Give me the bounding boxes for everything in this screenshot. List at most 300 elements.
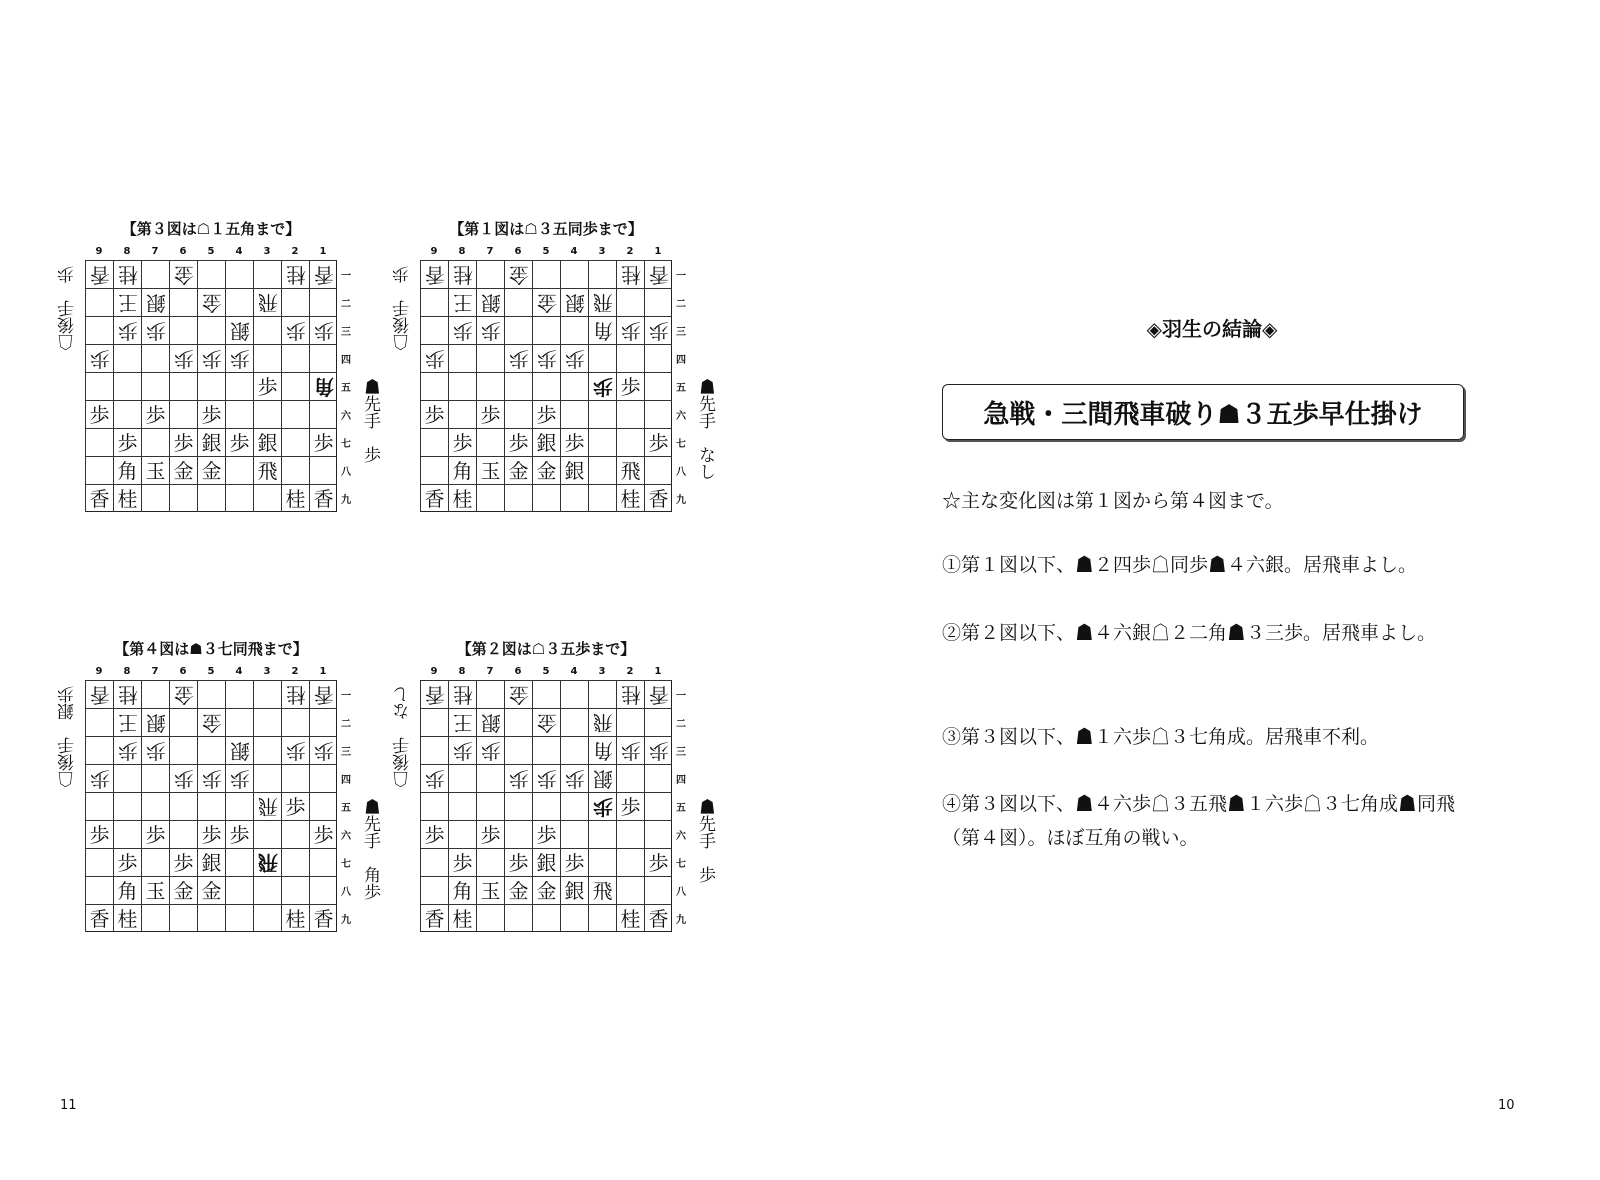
board-square [476, 316, 504, 344]
shogi-piece: 歩 [145, 822, 166, 847]
board-square [253, 680, 281, 708]
board-square [141, 736, 169, 764]
board-square [588, 708, 616, 736]
board-square [560, 848, 588, 876]
shogi-piece: 角 [452, 458, 473, 483]
shogi-piece: 歩 [620, 794, 641, 819]
shogi-piece: 銀 [480, 290, 501, 315]
file-label: 9 [430, 666, 438, 677]
board-square [225, 288, 253, 316]
board-square [644, 288, 672, 316]
board-square [448, 344, 476, 372]
board-square [588, 820, 616, 848]
board-square [281, 344, 309, 372]
shogi-piece: 桂 [452, 906, 473, 931]
board-square [141, 372, 169, 400]
board-square [141, 764, 169, 792]
board-square [420, 316, 448, 344]
board-square [420, 344, 448, 372]
shogi-piece: 角 [117, 458, 138, 483]
board-square [616, 876, 644, 904]
board-square [616, 848, 644, 876]
board-square [309, 708, 337, 736]
board-square [644, 456, 672, 484]
shogi-piece: 歩 [145, 738, 166, 763]
shogi-piece: 歩 [229, 766, 250, 791]
board-square [504, 680, 532, 708]
board-square [476, 260, 504, 288]
shogi-piece: 歩 [424, 822, 445, 847]
file-label: 1 [319, 666, 327, 677]
rank-label: 七 [341, 858, 351, 870]
rank-label: 五 [676, 802, 686, 814]
board-square [448, 820, 476, 848]
board-square [281, 820, 309, 848]
shogi-piece: 歩 [536, 346, 557, 371]
board-square [560, 764, 588, 792]
rank-label: 四 [676, 354, 686, 366]
board-square [113, 792, 141, 820]
board-square [85, 484, 113, 512]
board-square [169, 904, 197, 932]
board-square [420, 288, 448, 316]
board-square [616, 820, 644, 848]
board-square [85, 288, 113, 316]
board-square [420, 400, 448, 428]
board-square [281, 428, 309, 456]
rank-label: 七 [676, 858, 686, 870]
board-square [560, 316, 588, 344]
board-square [169, 288, 197, 316]
page-number-right: 10 [1498, 1098, 1515, 1113]
file-label: 5 [542, 246, 550, 257]
shogi-piece: 歩 [424, 766, 445, 791]
rank-label: 三 [341, 746, 351, 758]
shogi-piece: 桂 [285, 906, 306, 931]
board-square [253, 456, 281, 484]
board-square [253, 428, 281, 456]
board-square [532, 428, 560, 456]
shogi-piece: 歩 [117, 430, 138, 455]
rank-label: 一 [341, 690, 351, 702]
shogi-piece: 桂 [117, 682, 138, 707]
shogi-piece: 歩 [313, 430, 334, 455]
board-square [197, 316, 225, 344]
shogi-piece: 香 [648, 682, 669, 707]
board-square [225, 708, 253, 736]
board-square [588, 372, 616, 400]
board-square [616, 400, 644, 428]
file-labels [420, 246, 672, 260]
rank-labels [674, 680, 688, 932]
board-square [309, 344, 337, 372]
shogi-piece: 香 [648, 262, 669, 287]
board-square [253, 904, 281, 932]
board-square [281, 708, 309, 736]
board-square [616, 708, 644, 736]
board-square [225, 820, 253, 848]
shogi-piece: 桂 [285, 682, 306, 707]
shogi-piece: 香 [89, 682, 110, 707]
board-square [644, 876, 672, 904]
shogi-piece: 飛 [257, 290, 278, 315]
shogi-piece: 金 [201, 878, 222, 903]
shogi-piece: 王 [117, 290, 138, 315]
shogi-piece: 銀 [536, 430, 557, 455]
file-label: 7 [486, 246, 494, 257]
shogi-piece: 歩 [620, 738, 641, 763]
board-square [532, 708, 560, 736]
board-square [309, 484, 337, 512]
shogi-piece: 金 [173, 878, 194, 903]
board-square [560, 792, 588, 820]
board-square [253, 316, 281, 344]
board-square [560, 820, 588, 848]
shogi-piece: 歩 [313, 318, 334, 343]
shogi-piece: 金 [536, 878, 557, 903]
board-square [504, 400, 532, 428]
board-square [141, 708, 169, 736]
shogi-piece: 桂 [620, 486, 641, 511]
board-square [169, 708, 197, 736]
file-labels [85, 666, 337, 680]
rank-labels [674, 260, 688, 512]
shogi-piece: 金 [508, 682, 529, 707]
board-square [281, 680, 309, 708]
file-label: 3 [598, 666, 606, 677]
file-label: 4 [570, 666, 578, 677]
board-square [476, 288, 504, 316]
board-square [225, 736, 253, 764]
shogi-piece: 歩 [89, 766, 110, 791]
rank-label: 八 [341, 466, 351, 478]
file-label: 8 [458, 666, 466, 677]
board-square [309, 428, 337, 456]
board-square [476, 428, 504, 456]
shogi-piece: 歩 [508, 430, 529, 455]
board-square [197, 428, 225, 456]
board-square [169, 736, 197, 764]
board-square [197, 456, 225, 484]
board-square [281, 848, 309, 876]
board-square [420, 820, 448, 848]
board-square [420, 428, 448, 456]
board-square [113, 764, 141, 792]
board-square [253, 792, 281, 820]
shogi-piece: 王 [452, 710, 473, 735]
board-square [169, 344, 197, 372]
shogi-piece: 桂 [285, 486, 306, 511]
board-square [141, 316, 169, 344]
rank-label: 八 [341, 886, 351, 898]
board-square [169, 400, 197, 428]
board-square [560, 456, 588, 484]
rank-label: 九 [676, 494, 686, 506]
shogi-piece: 銀 [480, 710, 501, 735]
shogi-piece: 香 [89, 486, 110, 511]
board-square [420, 736, 448, 764]
board-square [616, 316, 644, 344]
gote-hand: ☖後手 なし [393, 686, 413, 788]
board-square [588, 484, 616, 512]
board-square [253, 764, 281, 792]
board-square [616, 344, 644, 372]
board-square [532, 456, 560, 484]
board-square [504, 484, 532, 512]
board-square [253, 708, 281, 736]
board-square [197, 260, 225, 288]
board-square [504, 260, 532, 288]
shogi-piece: 桂 [452, 486, 473, 511]
rank-labels [339, 680, 353, 932]
shogi-piece: 銀 [145, 290, 166, 315]
board-square [253, 848, 281, 876]
board-square [448, 288, 476, 316]
board-square [225, 316, 253, 344]
board-square [448, 372, 476, 400]
board-square [253, 372, 281, 400]
board-square [225, 792, 253, 820]
shogi-piece: 飛 [620, 458, 641, 483]
board-square [113, 820, 141, 848]
board-square [225, 344, 253, 372]
shogi-piece: 金 [201, 458, 222, 483]
shogi-piece: 歩 [89, 402, 110, 427]
rank-label: 六 [676, 830, 686, 842]
board-square [113, 400, 141, 428]
board-square [197, 736, 225, 764]
shogi-piece: 歩 [257, 374, 278, 399]
board-square [616, 372, 644, 400]
shogi-piece: 歩 [480, 738, 501, 763]
board-square [141, 820, 169, 848]
shogi-piece: 飛 [257, 794, 278, 819]
shogi-piece: 歩 [285, 318, 306, 343]
board-square [588, 680, 616, 708]
board-square [532, 820, 560, 848]
shogi-piece: 歩 [201, 822, 222, 847]
note-4: ④第３図以下、☗４六歩☖３五飛☗１六歩☖３七角成☗同飛（第４図）。ほぼ互角の戦い。 [942, 793, 1456, 849]
shogi-piece: 飛 [257, 850, 278, 875]
shogi-piece: 香 [313, 906, 334, 931]
board-square [309, 848, 337, 876]
board-square [532, 792, 560, 820]
board-square [141, 904, 169, 932]
shogi-piece: 金 [173, 682, 194, 707]
board-square [448, 708, 476, 736]
board-square [85, 792, 113, 820]
shogi-piece: 香 [648, 906, 669, 931]
board-square [113, 288, 141, 316]
rank-label: 三 [676, 746, 686, 758]
shogi-piece: 香 [313, 486, 334, 511]
shogi-board [420, 680, 672, 932]
shogi-piece: 金 [508, 262, 529, 287]
board-square [197, 400, 225, 428]
rank-label: 一 [676, 690, 686, 702]
board-square [197, 904, 225, 932]
board-square [309, 456, 337, 484]
shogi-piece: 飛 [592, 290, 613, 315]
board-square [225, 680, 253, 708]
shogi-piece: 角 [592, 318, 613, 343]
section-heading: ◈羽生の結論◈ [1146, 317, 1278, 341]
file-label: 6 [514, 246, 522, 257]
board-square [532, 484, 560, 512]
board-square [504, 372, 532, 400]
note-3: ③第３図以下、☗１六歩☖３七角成。居飛車不利。 [942, 726, 1380, 748]
page-number-left: 11 [60, 1098, 77, 1113]
board-square [85, 456, 113, 484]
board-square [309, 288, 337, 316]
shogi-piece: 歩 [536, 402, 557, 427]
board-square [225, 260, 253, 288]
board-square [197, 484, 225, 512]
board-square [532, 344, 560, 372]
file-label: 8 [123, 246, 131, 257]
board-square [644, 736, 672, 764]
shogi-piece: 歩 [508, 850, 529, 875]
board-square [420, 372, 448, 400]
shogi-piece: 桂 [452, 262, 473, 287]
board-square [141, 484, 169, 512]
rank-label: 二 [676, 298, 686, 310]
rank-label: 二 [341, 298, 351, 310]
board-square [504, 792, 532, 820]
rank-label: 五 [341, 382, 351, 394]
file-label: 4 [570, 246, 578, 257]
board-square [253, 484, 281, 512]
shogi-piece: 歩 [564, 346, 585, 371]
board-square [560, 288, 588, 316]
shogi-piece: 歩 [592, 794, 613, 819]
board-square [281, 288, 309, 316]
shogi-piece: 歩 [285, 794, 306, 819]
board-square [225, 456, 253, 484]
shogi-piece: 歩 [117, 318, 138, 343]
board-square [85, 820, 113, 848]
board-square [113, 260, 141, 288]
shogi-piece: 王 [117, 710, 138, 735]
board-square [588, 288, 616, 316]
rank-label: 八 [676, 466, 686, 478]
board-square [85, 708, 113, 736]
file-labels [85, 246, 337, 260]
rank-label: 四 [676, 774, 686, 786]
shogi-board [85, 260, 337, 512]
board-square [476, 708, 504, 736]
rank-label: 七 [341, 438, 351, 450]
board-square [85, 680, 113, 708]
board-square [504, 848, 532, 876]
board-square [420, 484, 448, 512]
board-square [309, 260, 337, 288]
board-square [588, 904, 616, 932]
sente-hand: ☗先手 なし [695, 378, 715, 480]
shogi-piece: 玉 [145, 458, 166, 483]
board-square [253, 400, 281, 428]
board-square [197, 848, 225, 876]
shogi-piece: 香 [648, 486, 669, 511]
board-square [281, 456, 309, 484]
rank-label: 九 [676, 914, 686, 926]
shogi-piece: 歩 [201, 766, 222, 791]
board-square [504, 764, 532, 792]
board-square [644, 260, 672, 288]
shogi-piece: 香 [313, 682, 334, 707]
rank-label: 二 [341, 718, 351, 730]
shogi-piece: 桂 [117, 486, 138, 511]
summary-text: ☆主な変化図は第１図から第４図まで。 [942, 490, 1284, 512]
board-square [309, 876, 337, 904]
board-square [197, 680, 225, 708]
shogi-piece: 桂 [620, 262, 641, 287]
board-square [504, 876, 532, 904]
gote-hand: ☖後手 歩 [58, 266, 78, 351]
board-square [169, 792, 197, 820]
shogi-piece: 歩 [173, 850, 194, 875]
board-square [225, 372, 253, 400]
rank-label: 五 [341, 802, 351, 814]
rank-label: 三 [341, 326, 351, 338]
shogi-piece: 歩 [480, 822, 501, 847]
board-square [588, 344, 616, 372]
board-square [476, 680, 504, 708]
board-square [169, 372, 197, 400]
shogi-piece: 香 [424, 906, 445, 931]
board-square [476, 820, 504, 848]
file-label: 5 [207, 666, 215, 677]
shogi-piece: 銀 [536, 850, 557, 875]
shogi-piece: 香 [424, 682, 445, 707]
file-label: 8 [458, 246, 466, 257]
board-square [85, 372, 113, 400]
shogi-piece: 歩 [452, 430, 473, 455]
board-square [448, 904, 476, 932]
board-square [197, 344, 225, 372]
file-label: 6 [179, 246, 187, 257]
board-square [85, 260, 113, 288]
board-square [588, 792, 616, 820]
board-square [281, 792, 309, 820]
board-square [85, 316, 113, 344]
file-label: 6 [514, 666, 522, 677]
board-square [644, 680, 672, 708]
shogi-piece: 歩 [229, 822, 250, 847]
shogi-piece: 香 [89, 906, 110, 931]
rank-label: 二 [676, 718, 686, 730]
rank-label: 九 [341, 494, 351, 506]
board-square [281, 484, 309, 512]
file-label: 1 [319, 246, 327, 257]
board-square [476, 344, 504, 372]
board-square [253, 820, 281, 848]
shogi-piece: 金 [508, 878, 529, 903]
board-square [476, 400, 504, 428]
board-square [253, 736, 281, 764]
shogi-piece: 歩 [89, 346, 110, 371]
board-square [225, 400, 253, 428]
board-square [504, 344, 532, 372]
board-square [504, 904, 532, 932]
shogi-piece: 角 [592, 738, 613, 763]
shogi-piece: 歩 [201, 346, 222, 371]
shogi-piece: 歩 [117, 738, 138, 763]
shogi-piece: 飛 [592, 710, 613, 735]
board-square [448, 484, 476, 512]
shogi-piece: 銀 [229, 738, 250, 763]
board-square [644, 792, 672, 820]
